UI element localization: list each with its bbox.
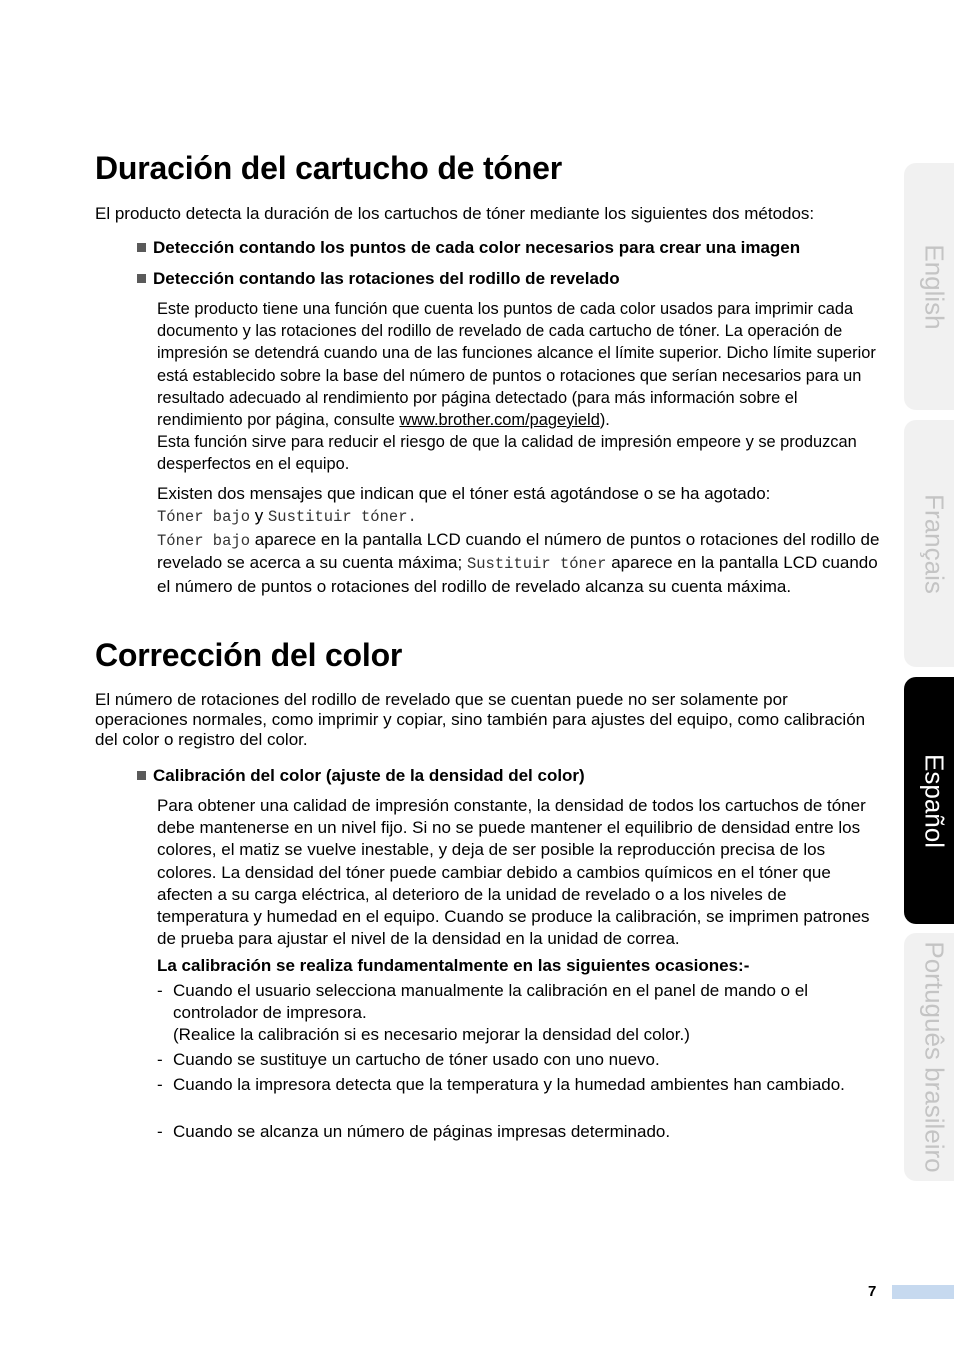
- bullet-square-icon: [137, 771, 146, 780]
- detail-text: Este producto tiene una función que cuenta los puntos de cada color usados para imprimir cada documento y las rotaciones del rodillo de revelado de cada cartucho de tóner. La operación de impresión se detendrá cuando una de las funciones alcance el límite superior. Dicho límite superior está establecido sobre la base del número de puntos o rotaciones que serían necesarios para un resultado adecuado al rendimiento por página detectado (para más información sobre el rendimiento por página, consulte: [157, 300, 876, 430]
- detail-text-end: ).: [599, 411, 610, 430]
- tab-espanol[interactable]: [904, 677, 954, 924]
- color-correction-intro: El número de rotaciones del rodillo de revelado que se cuentan puede no ser solamente por operaciones normales, como imprimir y copiar, sino también para ajustes del equipo, como calibración del color o registro del color.: [95, 690, 866, 749]
- bullet-color-calibration: [137, 766, 585, 786]
- list-item-text: Cuando el usuario selecciona manualmente la calibración en el panel de mando o el controlador de impresora.: [173, 981, 809, 1022]
- messages-intro-text: Existen dos mensajes que indican que el tóner está agotándose o se ha agotado:: [157, 484, 771, 503]
- tab-english[interactable]: [904, 163, 954, 410]
- tab-label: Français: [919, 493, 950, 594]
- pageyield-link[interactable]: www.brother.com/pageyield: [399, 411, 600, 430]
- bullet-label: Detección contando los puntos de cada color necesarios para crear una imagen: [153, 238, 801, 257]
- bullet-rotation-counting: [137, 269, 620, 289]
- tab-label: Español: [919, 753, 950, 848]
- dash-marker: -: [157, 1050, 163, 1069]
- msg-toner-low: Tóner bajo: [157, 507, 251, 526]
- bullet-label: Detección contando las rotaciones del rodillo de revelado: [153, 269, 620, 288]
- toner-messages-intro: [157, 483, 887, 598]
- list-item: [157, 980, 877, 1046]
- tab-francais[interactable]: [904, 420, 954, 667]
- explain-replace-text: aparece en la pantalla LCD cuando el número de puntos o rotaciones del rodillo de revelado alcanza su cuenta máxima.: [157, 553, 878, 597]
- list-item: [157, 1049, 877, 1071]
- bullet-dot-counting: [137, 238, 800, 258]
- tab-portugues-brasileiro[interactable]: [904, 933, 954, 1181]
- tab-label: English: [919, 243, 950, 330]
- dash-marker: -: [157, 1075, 163, 1094]
- toner-life-detail: [157, 298, 879, 476]
- bullet-label: Calibración del color (ajuste de la densidad del color): [153, 766, 585, 785]
- detail-text-2: Esta función sirve para reducir el riesgo de que la calidad de impresión empeore y se produzcan desperfectos en el equipo.: [157, 433, 857, 474]
- occasions-heading: La calibración se realiza fundamentalmente en las siguientes ocasiones:-: [157, 956, 750, 975]
- msg-and: y: [250, 505, 268, 525]
- list-item-text: Cuando se alcanza un número de páginas impresas determinado.: [173, 1122, 671, 1141]
- page-number-bar: [892, 1285, 954, 1299]
- calibration-detail: Para obtener una calidad de impresión constante, la densidad de todos los cartuchos de tóner debe mantenerse en un nivel fijo. Si no se puede mantener el equilibrio de densidad entre los colores, el matiz se vuelve inestable, y deja de ser posible la reproducción precisa de los colores. La densidad del tóner puede cambiar debido a cambios químicos en el tóner que afecten a su carga eléctrica, al deterioro de la unidad de revelado o a los niveles de temperatura y humedad en el equipo. Cuando se produce la calibración, se imprimen patrones de prueba para ajustar el nivel de la densidad en la unidad de correa.: [157, 796, 870, 949]
- msg-replace-toner: Sustituir tóner: [267, 507, 408, 526]
- list-item-note: (Realice la calibración si es necesario mejorar la densidad del color.): [173, 1025, 690, 1044]
- msg-period: .: [407, 507, 417, 526]
- list-item-text: Cuando la impresora detecta que la temperatura y la humedad ambientes han cambiado.: [173, 1075, 845, 1094]
- dash-marker: -: [157, 1122, 163, 1141]
- msg-toner-low-2: Tóner bajo: [157, 531, 251, 550]
- toner-life-intro: El producto detecta la duración de los cartuchos de tóner mediante los siguientes dos métodos:: [95, 204, 815, 223]
- dash-marker: -: [157, 981, 163, 1000]
- section-title-color-correction: Corrección del color: [95, 637, 403, 673]
- section-title-toner-life: Duración del cartucho de tóner: [95, 150, 562, 186]
- list-item: [157, 1074, 877, 1096]
- page-number: 7: [868, 1283, 877, 1300]
- bullet-square-icon: [137, 243, 146, 252]
- tab-label: Português brasileiro: [919, 941, 950, 1173]
- list-item-text: Cuando se sustituye un cartucho de tóner usado con uno nuevo.: [173, 1050, 660, 1069]
- bullet-square-icon: [137, 274, 146, 283]
- list-item: [157, 1121, 877, 1143]
- msg-replace-toner-2: Sustituir tóner: [466, 555, 607, 574]
- explain-low-text: aparece en la pantalla LCD cuando el número de puntos o rotaciones del rodillo de revelado se acerca a su cuenta máxima;: [157, 529, 880, 573]
